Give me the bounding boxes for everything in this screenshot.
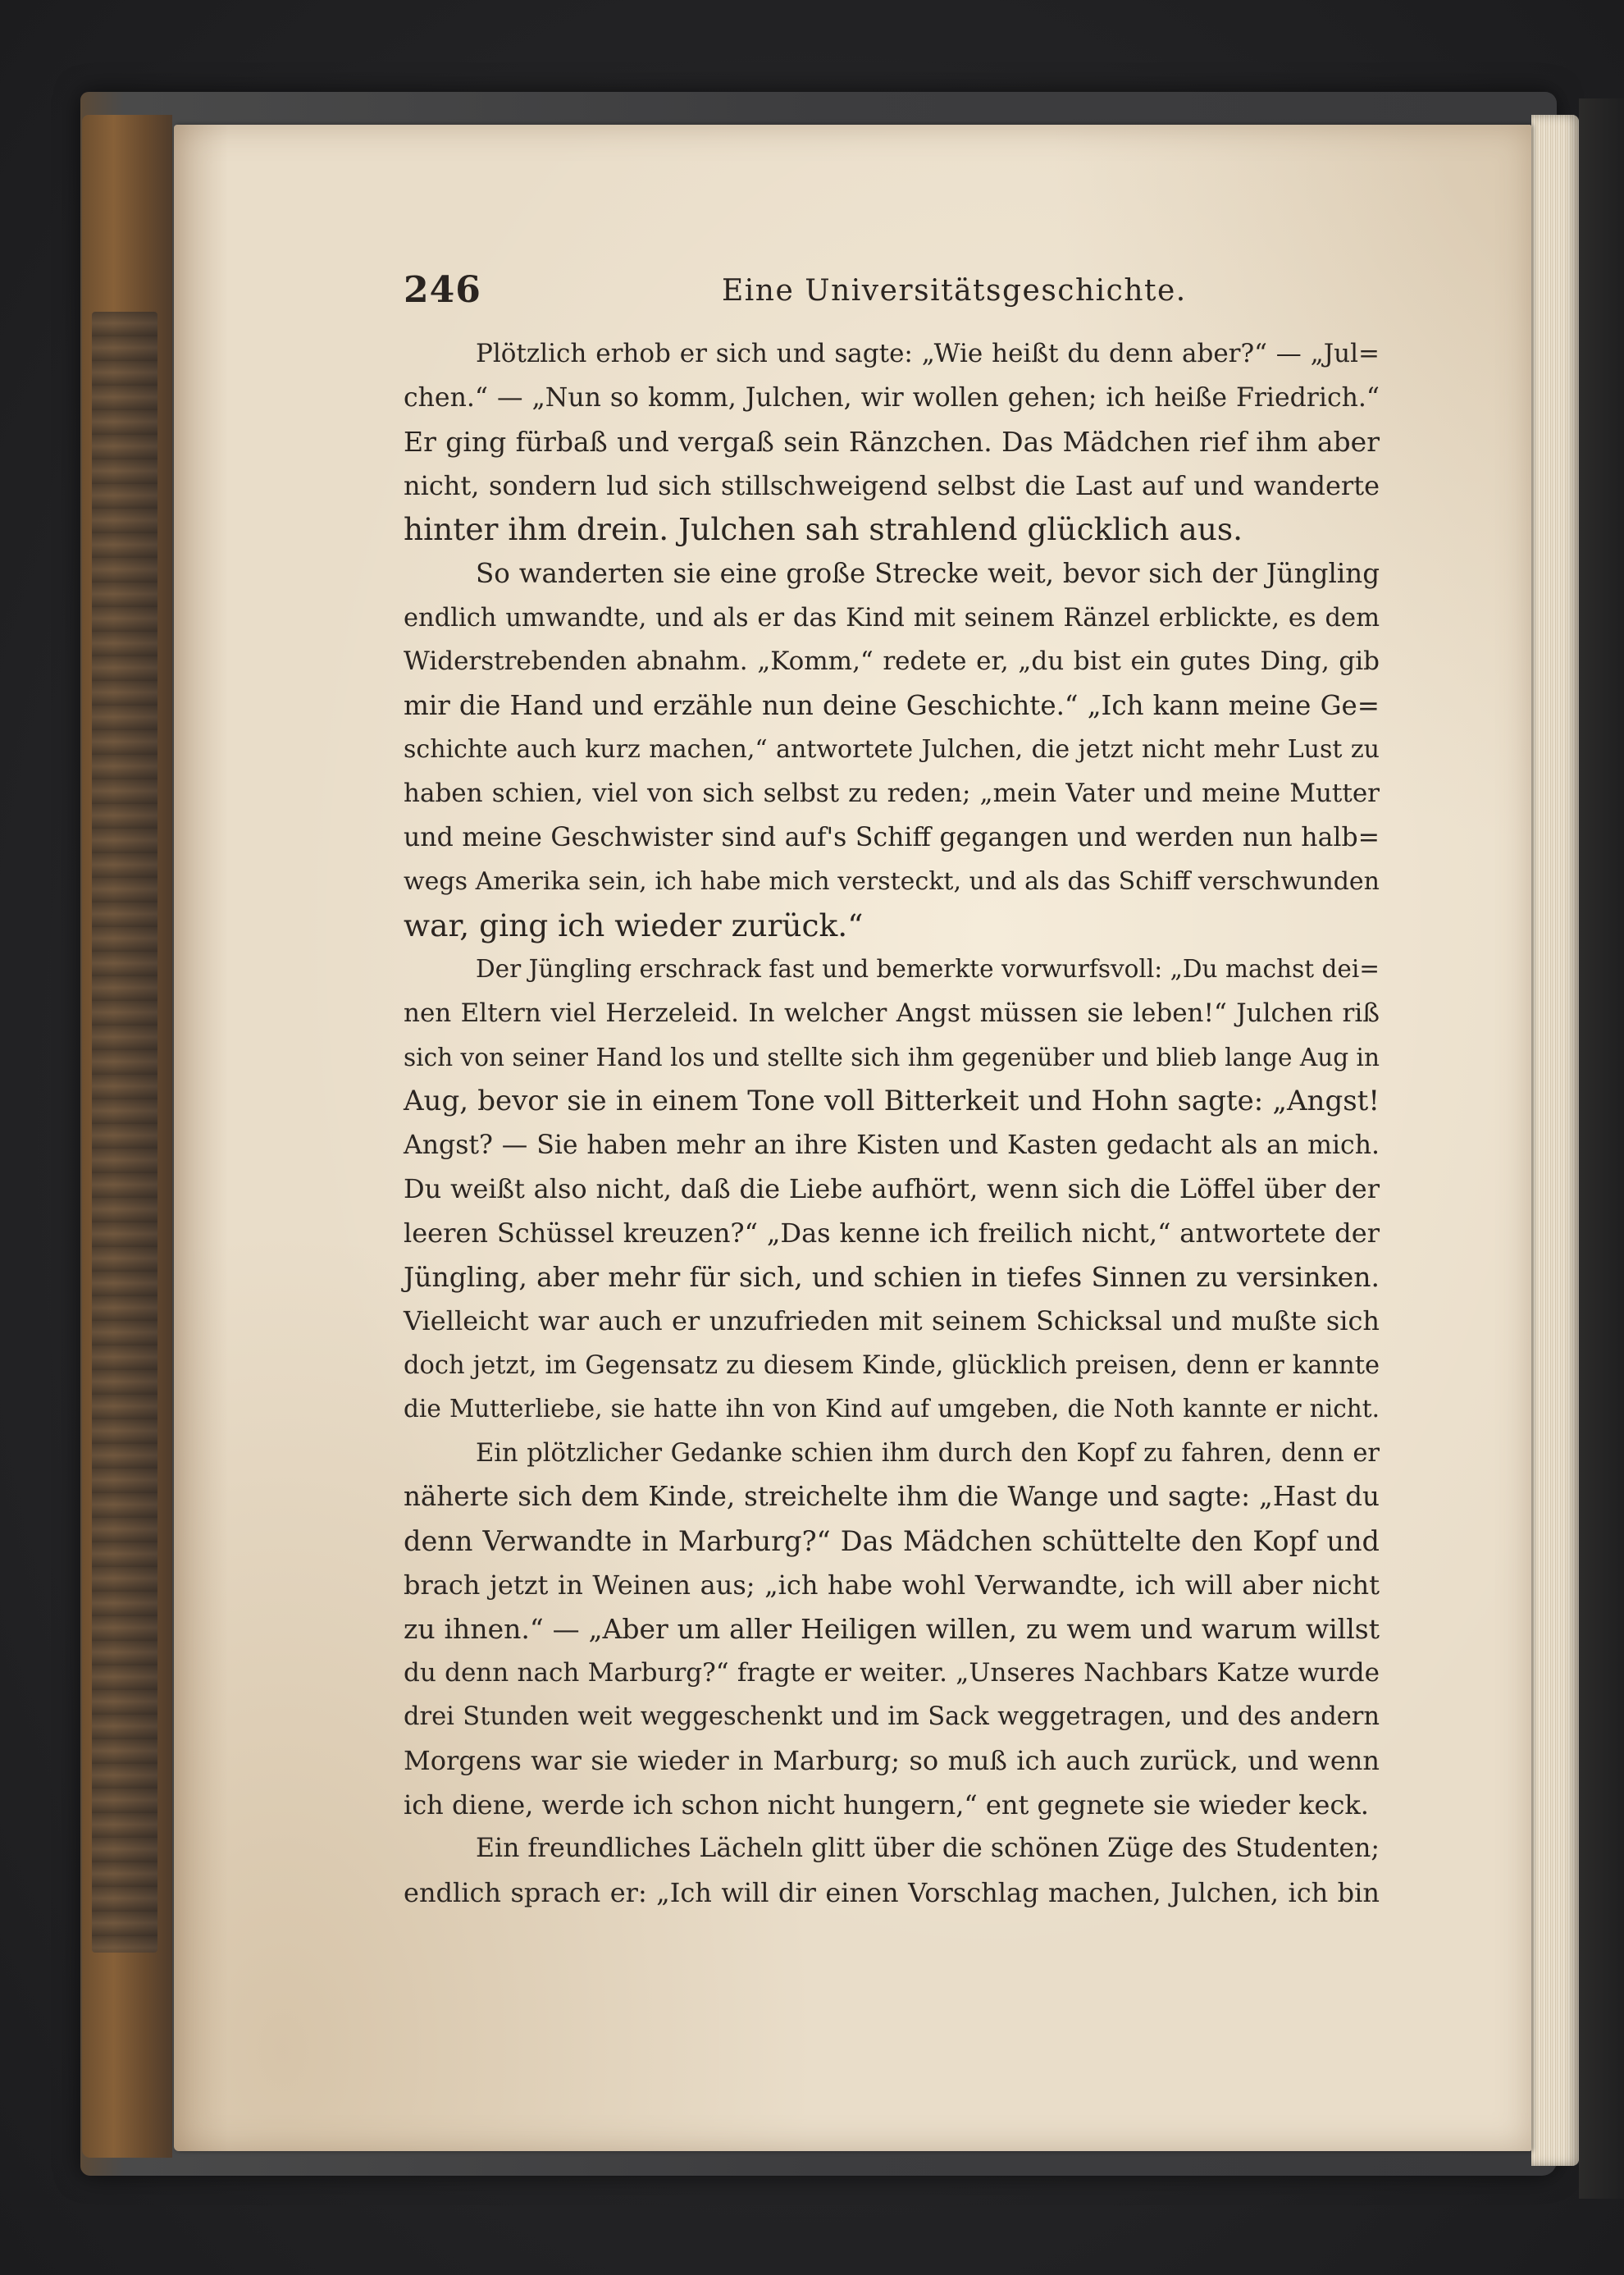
text-line: die Mutterliebe, sie hatte ihn von Kind auf umgeben, die Noth kannte er nicht.	[404, 1395, 1380, 1423]
running-head: Eine Universitätsgeschichte.	[722, 274, 1187, 308]
text-line: Angst? — Sie haben mehr an ihre Kisten und Kasten gedacht als an mich.	[404, 1130, 1380, 1160]
page-number: 246	[404, 269, 481, 311]
body-text	[404, 332, 1380, 1915]
text-line: war, ging ich wieder zurück.“	[404, 907, 864, 943]
text-line: nicht, sondern lud sich stillschweigend selbst die Last auf und wanderte	[404, 469, 1380, 501]
text-line: und meine Geschwister sind auf's Schiff gegangen und werden nun halb=	[404, 822, 1380, 852]
text-line: schichte auch kurz machen,“ antwortete Julchen, die jetzt nicht mehr Lust zu	[404, 735, 1380, 765]
text-line: Ein plötzlicher Gedanke schien ihm durch den Kopf zu fahren, denn er	[476, 1438, 1380, 1468]
text-line: Aug, bevor sie in einem Tone voll Bitterkeit und Hohn sagte: „Angst!	[404, 1085, 1380, 1118]
text-line: drei Stunden weit weggeschenkt und im Sack weggetragen, und des andern	[404, 1702, 1380, 1732]
edge-shadow	[1579, 98, 1624, 2199]
text-line: brach jetzt in Weinen aus; „ich habe wohl Verwandte, ich will aber nicht	[404, 1569, 1380, 1601]
text-line: nen Eltern viel Herzeleid. In welcher Angst müssen sie leben!“ Julchen riß	[404, 998, 1380, 1028]
text-line: Er ging fürbaß und vergaß sein Ränzchen. Das Mädchen rief ihm aber	[404, 426, 1380, 459]
text-line: näherte sich dem Kinde, streichelte ihm die Wange und sagte: „Hast du	[404, 1481, 1380, 1513]
text-line: mir die Hand und erzähle nun deine Geschichte.“ „Ich kann meine Ge=	[404, 689, 1380, 721]
text-line: sich von seiner Hand los und stellte sich ihm gegenüber und blieb lange Aug in	[404, 1043, 1380, 1071]
text-line: du denn nach Marburg?“ fragte er weiter. „Unseres Nachbars Katze wurde	[404, 1657, 1380, 1688]
text-line: So wanderten sie eine große Strecke weit, bevor sich der Jüngling	[476, 557, 1380, 589]
text-line: Vielleicht war auch er unzufrieden mit seinem Schicksal und mußte sich	[404, 1305, 1380, 1337]
text-line: endlich sprach er: „Ich will dir einen Vorschlag machen, Julchen, ich bin	[404, 1876, 1380, 1908]
page-edges	[1531, 115, 1579, 2166]
text-line: Ein freundliches Lächeln glitt über die schönen Züge des Studenten;	[476, 1834, 1380, 1864]
text-line: Du weißt also nicht, daß die Liebe aufhört, wenn sich die Löffel über der	[404, 1173, 1380, 1205]
text-line: denn Verwandte in Marburg?“ Das Mädchen schüttelte den Kopf und	[404, 1525, 1380, 1558]
text-line: doch jetzt, im Gegensatz zu diesem Kinde, glücklich preisen, denn er kannte	[404, 1350, 1380, 1380]
text-line: Widerstrebenden abnahm. „Komm,“ redete er, „du bist ein gutes Ding, gib	[404, 646, 1380, 677]
text-line: Plötzlich erhob er sich und sagte: „Wie heißt du denn aber?“ — „Jul=	[476, 339, 1380, 368]
text-line: zu ihnen.“ — „Aber um aller Heiligen willen, zu wem und warum willst	[404, 1613, 1380, 1646]
text-line: endlich umwandte, und als er das Kind mit seinem Ränzel erblickte, es dem	[404, 603, 1380, 633]
text-line: Jüngling, aber mehr für sich, und schien in tiefes Sinnen zu versinken.	[404, 1261, 1380, 1294]
text-line: leeren Schüssel kreuzen?“ „Das kenne ich freilich nicht,“ antwortete der	[404, 1217, 1380, 1249]
text-line: haben schien, viel von sich selbst zu reden; „mein Vater und meine Mutter	[404, 778, 1380, 808]
text-line: Der Jüngling erschrack fast und bemerkte vorwurfsvoll: „Du machst dei=	[476, 955, 1380, 984]
text-line: ich diene, werde ich schon nicht hungern,“ ent gegnete sie wieder keck.	[404, 1788, 1369, 1820]
text-line: chen.“ — „Nun so komm, Julchen, wir wollen gehen; ich heiße Friedrich.“	[404, 382, 1380, 413]
text-line: Morgens war sie wieder in Marburg; so muß ich auch zurück, und wenn	[404, 1745, 1380, 1776]
spine-marbling	[92, 312, 157, 1953]
text-line: wegs Amerika sein, ich habe mich versteckt, und als das Schiff verschwunden	[404, 867, 1380, 897]
text-line: hinter ihm drein. Julchen sah strahlend glücklich aus.	[404, 511, 1243, 548]
page-header	[404, 269, 1380, 318]
